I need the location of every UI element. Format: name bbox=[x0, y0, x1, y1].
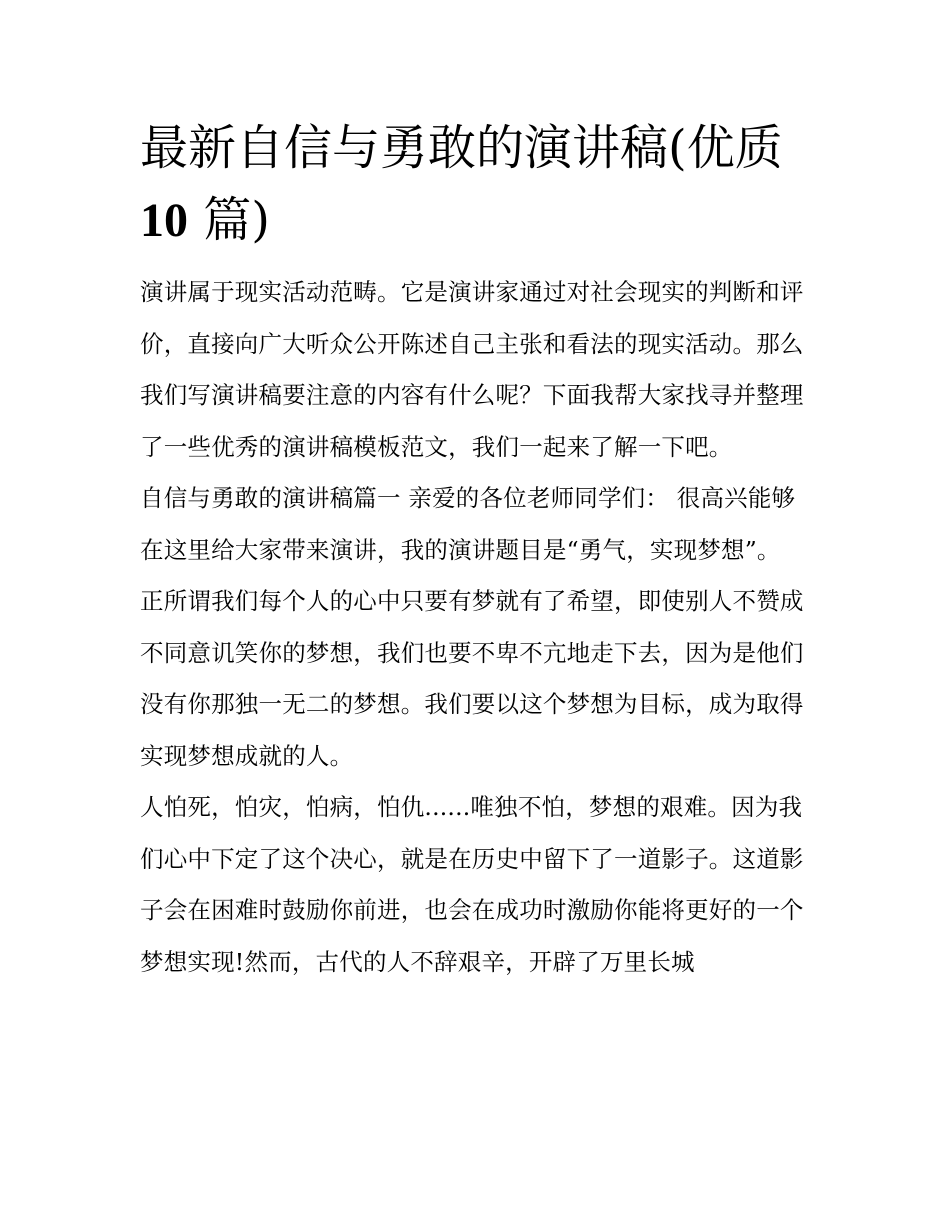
paragraph-dream: 正所谓我们每个人的心中只要有梦就有了希望，即使别人不赞成不同意讥笑你的梦想，我们也要不卑不亢地走下去，因为是他们没有你那独一无二的梦想。我们要以这个梦想为目标，成为取得实现梦想成就的人。 bbox=[140, 587, 804, 770]
title-number: 10 bbox=[140, 194, 188, 247]
title-line-1: 最新自信与勇敢的演讲稿(优质 bbox=[140, 120, 783, 176]
paragraph-greeting: 自信与勇敢的演讲稿篇一 亲爱的各位老师同学们： 很高兴能够在这里给大家带来演讲，我的演讲题目是“勇气，实现梦想”。 bbox=[140, 484, 796, 564]
title-line-2-rest: 篇) bbox=[188, 192, 270, 248]
document-body bbox=[140, 112, 812, 988]
paragraph-intro: 演讲属于现实活动范畴。它是演讲家通过对社会现实的判断和评价，直接向广大听众公开陈述自己主张和看法的现实活动。那么我们写演讲稿要注意的内容有什么呢？下面我帮大家找寻并整理了一些优秀的演讲稿模板范文，我们一起来了解一下吧。 bbox=[140, 278, 804, 461]
paragraph-fear: 人怕死，怕灾，怕病，怕仇......唯独不怕，梦想的艰难。因为我们心中下定了这个决心，就是在历史中留下了一道影子。这道影子会在困难时鼓励你前进，也会在成功时激励你能将更好的一个梦想实现!然而，古代的人不辞艰辛，开辟了万里长城 bbox=[140, 793, 804, 976]
document-title bbox=[140, 112, 812, 257]
